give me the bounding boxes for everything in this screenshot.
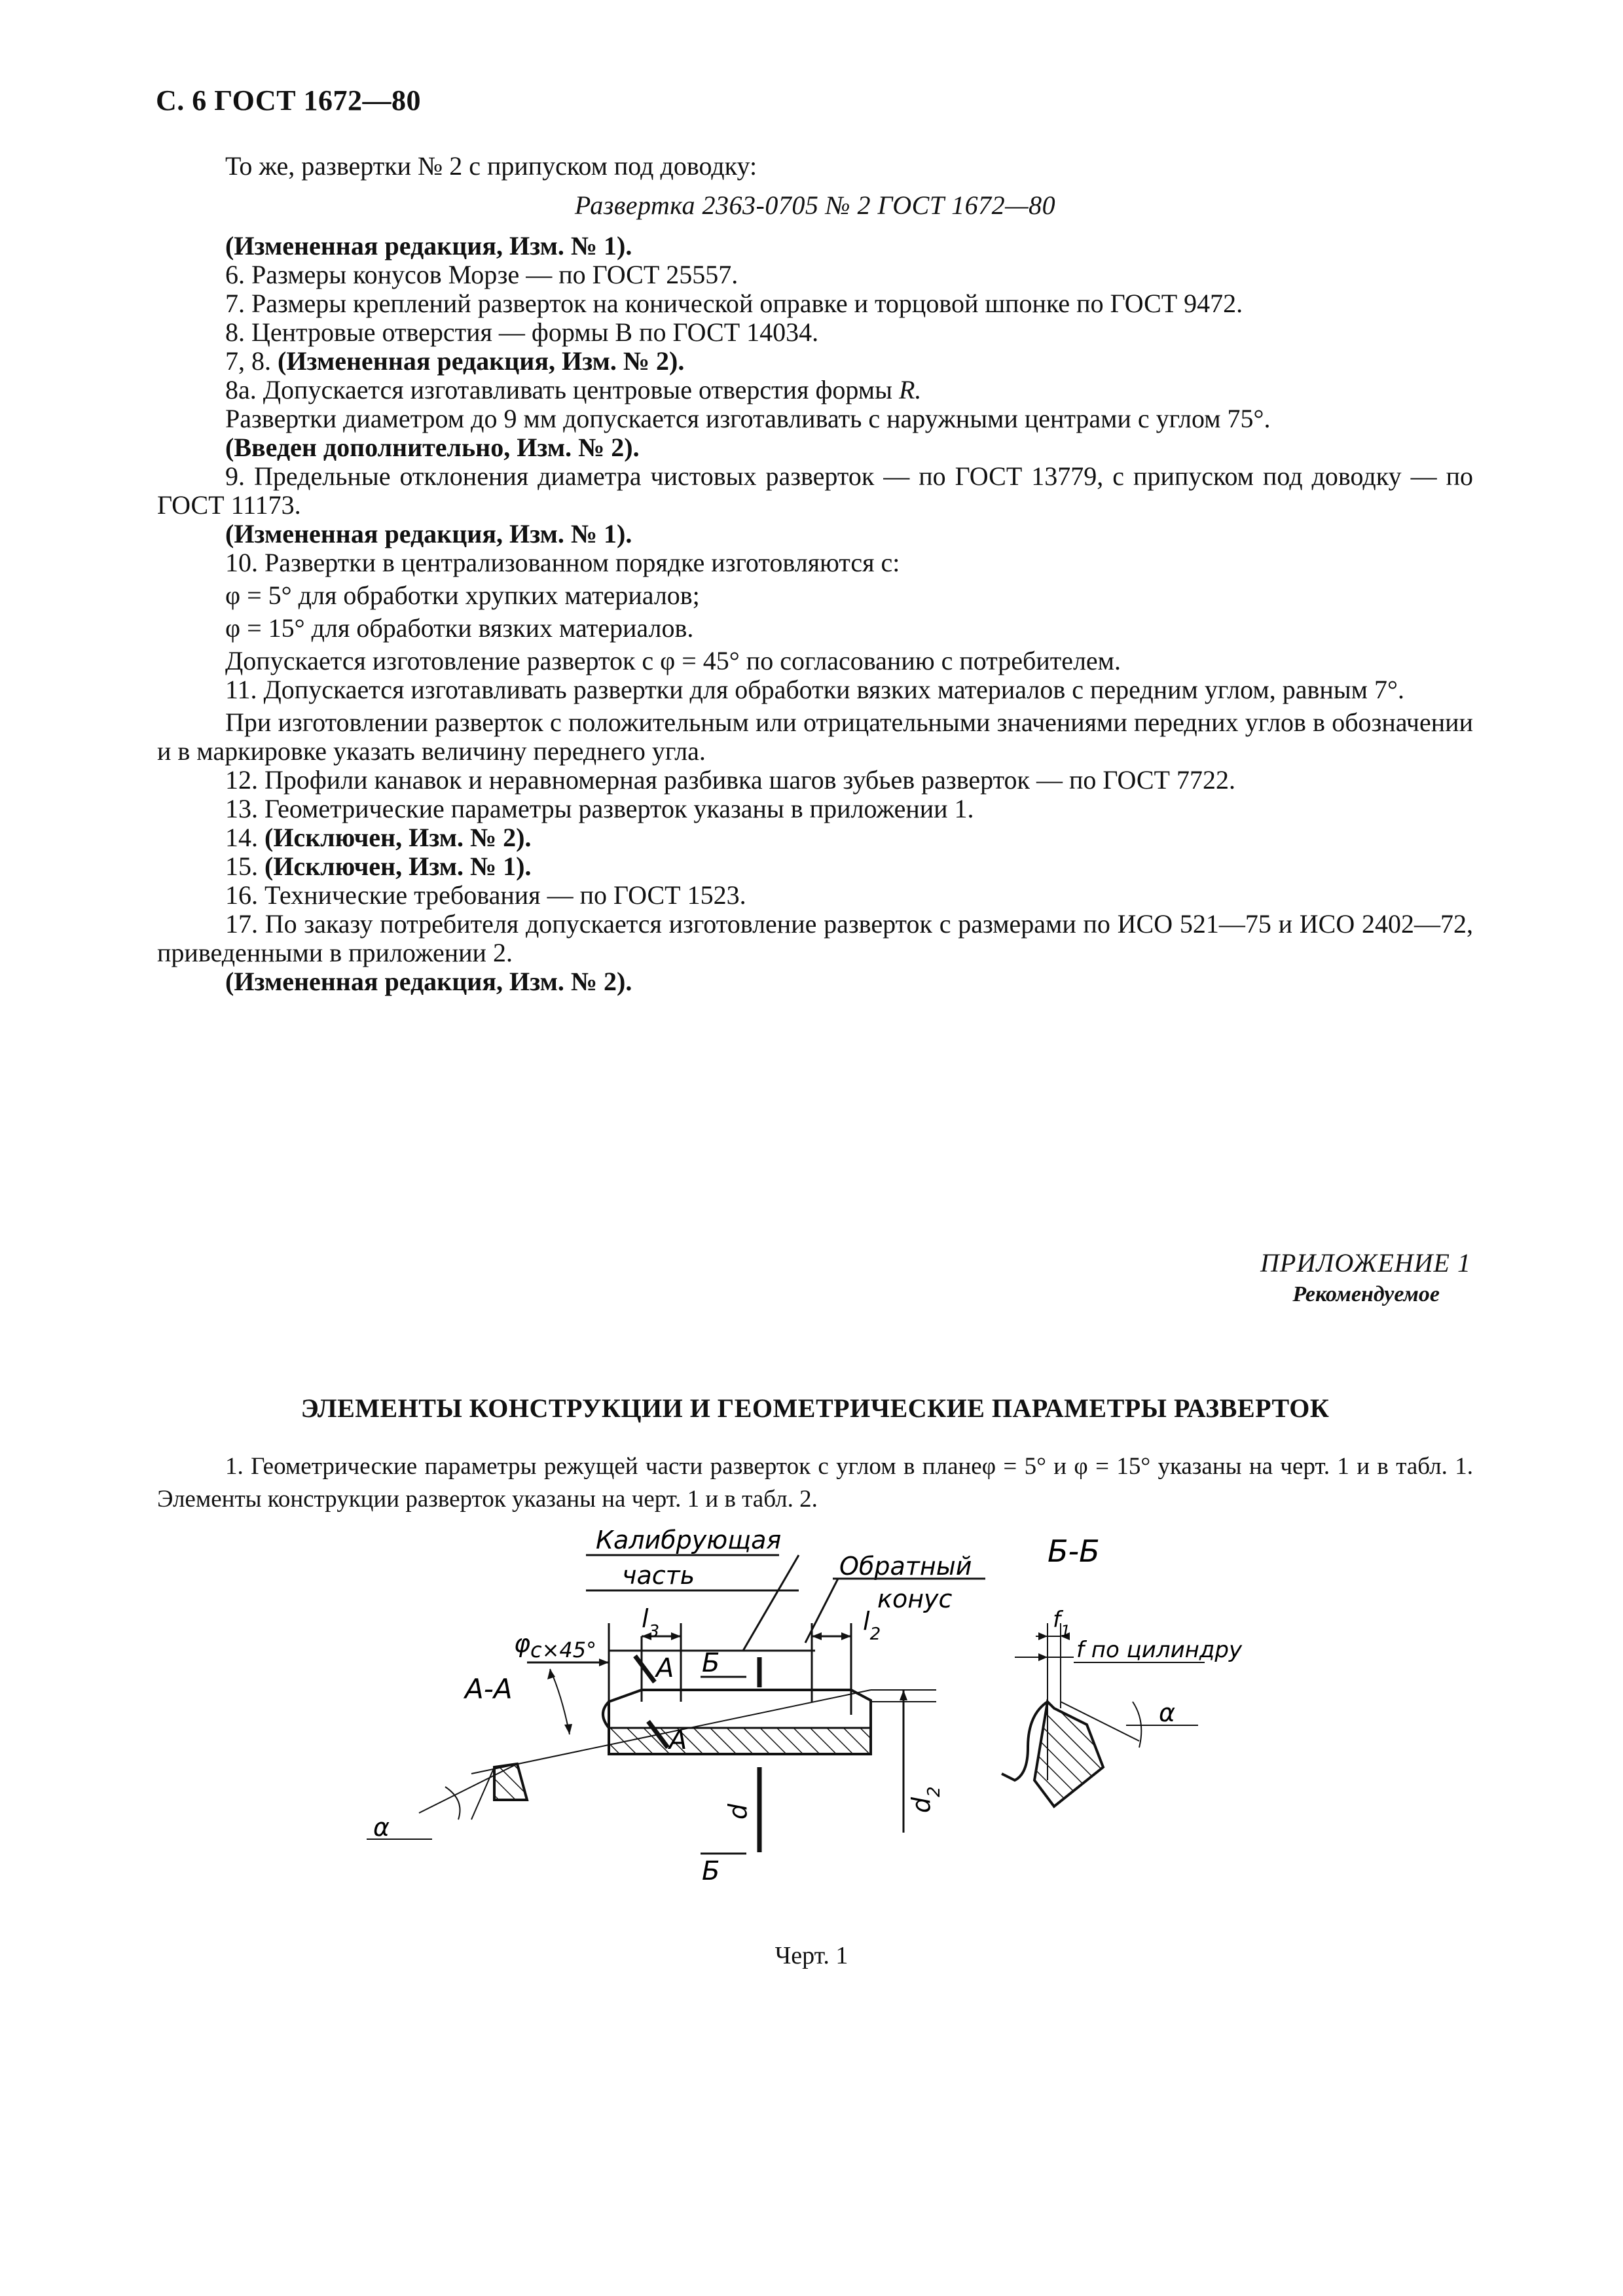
l2-letter: l xyxy=(863,1607,870,1636)
page-header: С. 6 ГОСТ 1672—80 xyxy=(156,84,422,117)
paragraph: 7. Размеры креплений разверток на конической оправке и торцовой шпонке по ГОСТ 9472. xyxy=(225,289,1243,318)
l3-subscript: 3 xyxy=(648,1622,660,1641)
paragraph: 11. Допускается изготавливать развертки для обработки вязких материалов с передним углом, равным 7°. xyxy=(225,675,1404,704)
paragraph: 9. Предельные отклонения диаметра чистовых разверток — по ГОСТ 13779, с припуском под доводку — по ГОСТ 11173. xyxy=(157,461,1473,520)
paragraph: 16. Технические требования — по ГОСТ 1523. xyxy=(225,880,746,910)
section-title: ЭЛЕМЕНТЫ КОНСТРУКЦИИ И ГЕОМЕТРИЧЕСКИЕ ПАРАМЕТРЫ РАЗВЕРТОК xyxy=(301,1393,1330,1423)
italic-letter: R. xyxy=(898,375,922,404)
section-bb-label: Б-Б xyxy=(1048,1534,1100,1569)
section-b-top-label: Б xyxy=(702,1648,720,1678)
intro-paragraph: 1. Геометрические параметры режущей части разверток с углом в планеφ = 5° и φ = 15° указаны на черт. 1 и в табл. 1. Элементы конструкции разверток указаны на черт. 1 и в табл. 2. xyxy=(157,1453,1473,1513)
reamer-body xyxy=(471,1690,936,1774)
paragraph xyxy=(157,823,1473,852)
paragraph-text: 8а. Допускается изготавливать центровые отверстия формы xyxy=(225,375,899,404)
designation-example: Развертка 2363-0705 № 2 ГОСТ 1672—80 xyxy=(574,190,1056,220)
chamfer-label: c×45° xyxy=(530,1638,597,1662)
paragraph: 13. Геометрические параметры разверток указаны в приложении 1. xyxy=(225,794,974,823)
section-a-a xyxy=(367,1673,527,1842)
l3-letter: l xyxy=(642,1604,649,1633)
appendix-status: Рекомендуемое xyxy=(1292,1282,1440,1306)
section-b-b xyxy=(1002,1534,1243,1806)
phi-label: φ xyxy=(514,1629,531,1658)
paragraph: То же, развертки № 2 с припуском под доводку: xyxy=(225,151,757,181)
revision-note: (Измененная редакция, Изм. № 1). xyxy=(225,519,632,548)
paragraph: 6. Размеры конусов Морзе — по ГОСТ 25557. xyxy=(225,260,739,289)
paragraph: При изготовлении разверток с положительным или отрицательными значениями передних углов в обозначении и в маркировке указать величину переднего угла. xyxy=(157,708,1473,766)
paragraph: 12. Профили канавок и неравномерная разбивка шагов зубьев разверток — по ГОСТ 7722. xyxy=(225,765,1235,795)
revision-note: (Введен дополнительно, Изм. № 2). xyxy=(225,433,640,462)
revision-note: (Исключен, Изм. № 2). xyxy=(264,823,532,852)
section-markers xyxy=(635,1648,759,1886)
paragraph: 17. По заказу потребителя допускается изготовление разверток с размерами по ИСО 521—75 и ИСО 2402—72, приведенными в приложении 2. xyxy=(157,909,1473,967)
section-a-bottom-label: A xyxy=(669,1725,687,1755)
paragraph-lead: 14. xyxy=(225,823,264,852)
f1-letter: f xyxy=(1053,1607,1061,1633)
paragraph xyxy=(157,347,1473,376)
d2-letter: d xyxy=(907,1797,936,1813)
revision-note: (Измененная редакция, Изм. № 2). xyxy=(225,967,632,996)
f-cylinder-label: f по цилиндру xyxy=(1076,1637,1243,1663)
paragraph: Допускается изготовление разверток с φ = 45° по согласованию с потребителем. xyxy=(225,646,1121,675)
paragraph xyxy=(157,376,1473,404)
d2-label xyxy=(907,1786,944,1813)
revision-note: (Измененная редакция, Изм. № 1). xyxy=(225,231,632,260)
back-cone-label-2: конус xyxy=(877,1585,953,1613)
appendix-number: ПРИЛОЖЕНИЕ 1 xyxy=(1260,1248,1471,1278)
paragraph: 10. Развертки в централизованном порядке изготовляются с: xyxy=(225,548,900,577)
alpha-left-label: α xyxy=(373,1813,390,1842)
main-text xyxy=(157,152,1473,996)
section-aa-label: A-A xyxy=(465,1673,513,1705)
diameter-dims xyxy=(723,1690,944,1833)
revision-note: (Измененная редакция, Изм. № 2). xyxy=(278,346,685,376)
figure-caption: Черт. 1 xyxy=(775,1942,848,1969)
alpha-right-label: α xyxy=(1159,1698,1176,1727)
d-label: d xyxy=(723,1803,752,1820)
paragraph: Развертки диаметром до 9 мм допускается изготавливать с наружными центрами с углом 75°. xyxy=(225,404,1271,433)
calibrating-part-callout xyxy=(586,1526,815,1651)
calibrating-label-2: часть xyxy=(622,1561,695,1590)
back-cone-label-1: Обратный xyxy=(839,1552,972,1581)
reamer-drawing xyxy=(354,1505,1322,1911)
paragraph: φ = 5° для обработки хрупких материалов; xyxy=(225,581,700,610)
f1-label xyxy=(1053,1607,1070,1640)
section-b-bottom-label: Б xyxy=(702,1856,720,1886)
paragraph: φ = 15° для обработки вязких материалов. xyxy=(225,613,694,643)
back-cone-callout xyxy=(805,1552,985,1643)
appendix-label xyxy=(1260,1247,1471,1307)
paragraph-lead: 7, 8. xyxy=(225,346,278,376)
revision-note: (Исключен, Изм. № 1). xyxy=(264,852,532,881)
f1-subscript: 1 xyxy=(1060,1622,1071,1640)
paragraph: 8. Центровые отверстия — формы В по ГОСТ 14034. xyxy=(225,317,819,347)
section-a-top-label: A xyxy=(656,1653,674,1683)
paragraph-lead: 15. xyxy=(225,852,264,881)
d2-subscript: 2 xyxy=(924,1786,944,1797)
paragraph xyxy=(157,852,1473,881)
l2-subscript: 2 xyxy=(869,1624,881,1644)
calibrating-label-1: Калибрующая xyxy=(596,1526,782,1554)
